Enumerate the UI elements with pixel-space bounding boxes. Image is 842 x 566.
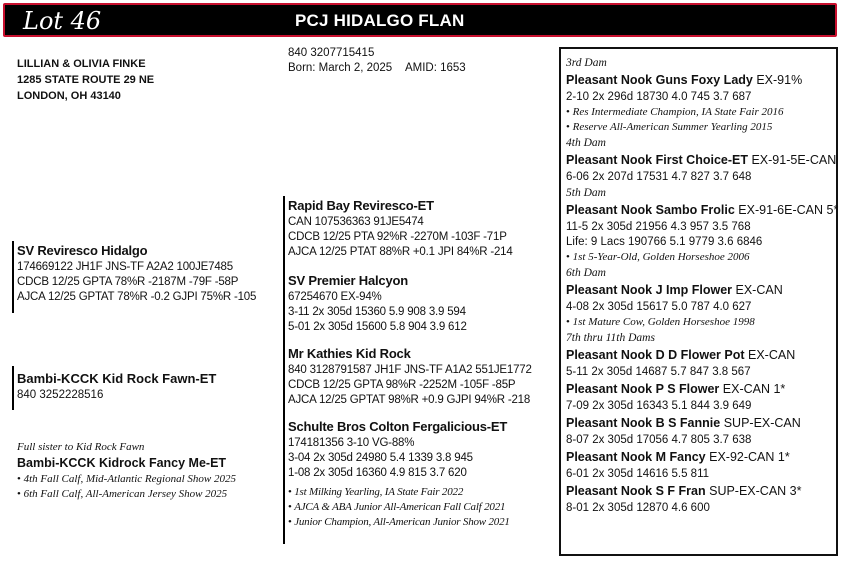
sire-dam-line-1: 67254670 EX-94% [288, 291, 382, 303]
sire-dam-name: SV Premier Halcyon [288, 273, 408, 288]
female-line-content [566, 55, 838, 516]
owner-block [17, 56, 154, 104]
dam-dam-block [288, 418, 510, 530]
d8-name-line [566, 380, 838, 399]
fourth-dam-label: 4th Dam [566, 137, 606, 149]
d11-name: Pleasant Nook S F Fran [566, 484, 706, 498]
owner-address-2: LONDON, OH 43140 [17, 90, 121, 102]
dam-sire-name: Mr Kathies Kid Rock [288, 346, 411, 361]
fourth-dam-name-line [566, 151, 838, 170]
owner-address-1: 1285 STATE ROUTE 29 NE [17, 74, 155, 86]
d10-name: Pleasant Nook M Fancy [566, 450, 706, 464]
d10-class: EX-92-CAN 1* [709, 450, 790, 464]
dam-dam-award-3: • Junior Champion, All-American Junior Show 2021 [288, 515, 510, 530]
dam-registration: 840 3252228516 [17, 389, 104, 401]
d9-class: SUP-EX-CAN [723, 416, 801, 430]
sixth-dam-name-line [566, 281, 838, 300]
sixth-dam-name: Pleasant Nook J Imp Flower [566, 283, 733, 297]
d7-name-line [566, 346, 838, 365]
dam-bracket [12, 366, 14, 410]
fourth-dam-record: 6-06 2x 207d 17531 4.7 827 3.7 648 [566, 171, 752, 183]
animal-info [288, 46, 466, 76]
dam-sire-bracket [283, 346, 285, 422]
d8-record: 7-09 2x 305d 16343 5.1 844 3.9 649 [566, 400, 752, 412]
d9-name: Pleasant Nook B S Fannie [566, 416, 721, 430]
dam-dam-line-1: 174181356 3-10 VG-88% [288, 437, 415, 449]
dam-dam-bracket [283, 418, 285, 544]
d10-record: 6-01 2x 305d 14616 5.5 811 [566, 468, 710, 480]
fifth-dam-award-1: • 1st 5-Year-Old, Golden Horseshoe 2006 [566, 250, 838, 265]
dam-dam-award-1: • 1st Milking Yearling, IA State Fair 2022 [288, 485, 510, 500]
seventh-to-eleventh-label: 7th thru 11th Dams [566, 332, 655, 344]
sire-sire-line-2: CDCB 12/25 PTA 92%R -2270M -103F -71P [288, 231, 507, 243]
dam-name: Bambi-KCCK Kid Rock Fawn-ET [17, 371, 217, 386]
sibling-note: Full sister to Kid Rock Fawn [17, 441, 145, 453]
sire-line-3: AJCA 12/25 GPTAT 78%R -0.2 GJPI 75%R -105 [17, 291, 257, 303]
birth-line [288, 61, 466, 76]
animal-registration: 840 3207715415 [288, 47, 375, 59]
fourth-dam-name: Pleasant Nook First Choice-ET [566, 153, 748, 167]
third-dam-award-2: • Reserve All-American Summer Yearling 2015 [566, 120, 838, 135]
amid: AMID: 1653 [404, 62, 466, 74]
sibling-award-1: • 4th Fall Calf, Mid-Atlantic Regional Show 2025 [17, 472, 236, 487]
fifth-dam-lifetime: Life: 9 Lacs 190766 5.1 9779 3.6 6846 [566, 236, 763, 248]
d10-name-line [566, 448, 838, 467]
third-dam-class: EX-91% [756, 73, 803, 87]
sixth-dam-class: EX-CAN [735, 283, 783, 297]
sire-dam-line-2: 3-11 2x 305d 15360 5.9 908 3.9 594 [288, 306, 466, 318]
dam-dam-award-2: • AJCA & ABA Junior All-American Fall Calf 2021 [288, 500, 510, 515]
fourth-dam-class: EX-91-5E-CAN [751, 153, 837, 167]
sixth-dam-record: 4-08 2x 305d 15617 5.0 787 4.0 627 [566, 301, 752, 313]
sire-dam-line-3: 5-01 2x 305d 15600 5.8 904 3.9 612 [288, 321, 467, 333]
lot-number: Lot 46 [23, 7, 102, 35]
third-dam-record: 2-10 2x 296d 18730 4.0 745 3.7 687 [566, 91, 752, 103]
sibling-award-2: • 6th Fall Calf, All-American Jersey Show 2025 [17, 487, 236, 502]
d7-class: EX-CAN [748, 348, 796, 362]
d9-name-line [566, 414, 838, 433]
animal-name: PCJ HIDALGO FLAN [295, 11, 465, 30]
sire-dam-bracket [283, 272, 285, 346]
sire-sire-block [288, 197, 513, 260]
dam-sire-line-1: 840 3128791587 JH1F JNS-TF A1A2 551JE1772 [288, 364, 532, 376]
sire-line-1: 174669122 JH1F JNS-TF A2A2 100JE7485 [17, 261, 233, 273]
sire-dam-block [288, 272, 467, 335]
sibling-name: Bambi-KCCK Kidrock Fancy Me-ET [17, 456, 227, 470]
dam-dam-line-2: 3-04 2x 305d 24980 5.4 1339 3.8 945 [288, 452, 473, 464]
sire-sire-bracket [283, 196, 285, 274]
dam-sire-block [288, 345, 532, 408]
sire-name: SV Reviresco Hidalgo [17, 243, 148, 258]
birth-date: Born: March 2, 2025 [288, 62, 393, 74]
sire-sire-line-1: CAN 107536363 91JE5474 [288, 216, 424, 228]
third-dam-name-line [566, 71, 838, 90]
dam-sire-line-3: AJCA 12/25 GPTAT 98%R +0.9 GJPI 94%R -218 [288, 394, 531, 406]
sire-bracket [12, 241, 14, 313]
d11-name-line [566, 482, 838, 501]
dam-block [17, 370, 216, 403]
dam-dam-line-3: 1-08 2x 305d 16360 4.9 815 3.7 620 [288, 467, 467, 479]
sire-line-2: CDCB 12/25 GPTA 78%R -2187M -79F -58P [17, 276, 239, 288]
sire-sire-name: Rapid Bay Reviresco-ET [288, 198, 434, 213]
d11-class: SUP-EX-CAN 3* [709, 484, 802, 498]
fifth-dam-class: EX-91-6E-CAN 5* [738, 203, 839, 217]
d7-record: 5-11 2x 305d 14687 5.7 847 3.8 567 [566, 366, 751, 378]
sixth-dam-label: 6th Dam [566, 267, 606, 279]
d7-name: Pleasant Nook D D Flower Pot [566, 348, 745, 362]
d9-record: 8-07 2x 305d 17056 4.7 805 3.7 638 [566, 434, 752, 446]
fifth-dam-name: Pleasant Nook Sambo Frolic [566, 203, 735, 217]
sire-block [17, 242, 256, 305]
fifth-dam-label: 5th Dam [566, 187, 606, 199]
sixth-dam-award-1: • 1st Mature Cow, Golden Horseshoe 1998 [566, 315, 838, 330]
dam-sire-line-2: CDCB 12/25 GPTA 98%R -2252M -105F -85P [288, 379, 516, 391]
third-dam-label: 3rd Dam [566, 57, 607, 69]
fifth-dam-name-line [566, 201, 838, 220]
dam-dam-name: Schulte Bros Colton Fergalicious-ET [288, 419, 508, 434]
d8-name: Pleasant Nook P S Flower [566, 382, 720, 396]
third-dam-name: Pleasant Nook Guns Foxy Lady [566, 73, 753, 87]
owner-name: LILLIAN & OLIVIA FINKE [17, 58, 146, 70]
sibling-block [17, 440, 236, 502]
fifth-dam-record: 11-5 2x 305d 21956 4.3 957 3.5 768 [566, 221, 751, 233]
d11-record: 8-01 2x 305d 12870 4.6 600 [566, 502, 710, 514]
d8-class: EX-CAN 1* [722, 382, 786, 396]
header-bar [3, 3, 837, 37]
sire-sire-line-3: AJCA 12/25 PTAT 88%R +0.1 JPI 84%R -214 [288, 246, 513, 258]
third-dam-award-1: • Res Intermediate Champion, IA State Fair 2016 [566, 105, 838, 120]
